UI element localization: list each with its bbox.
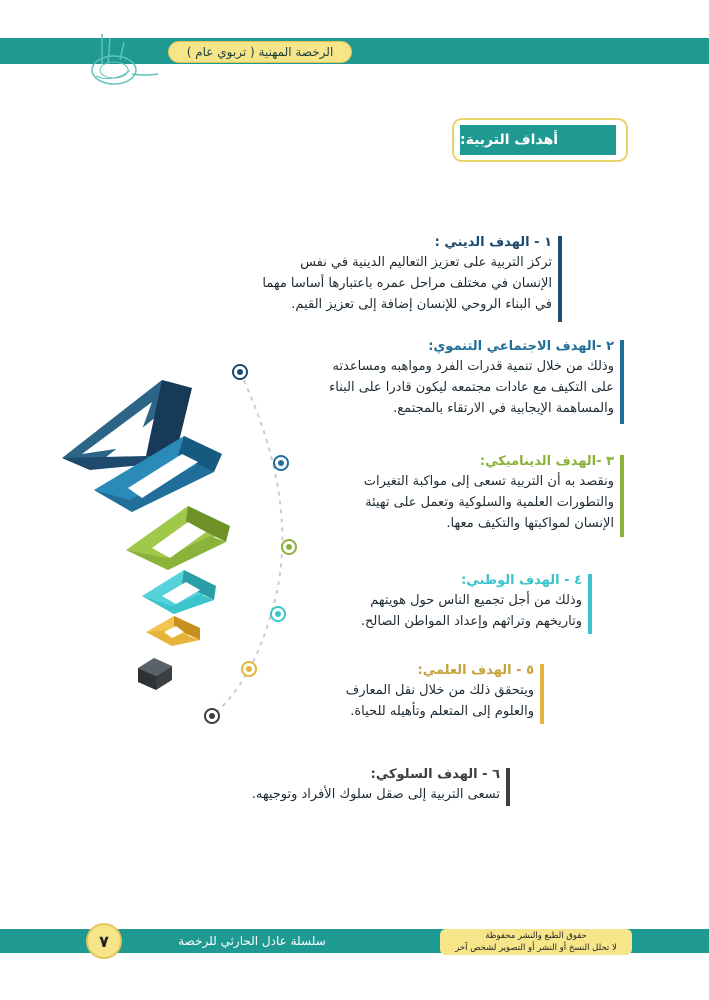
- section-line: والعلوم إلى المتعلم وتأهيله للحياة.: [350, 704, 534, 719]
- section-line: تسعى التربية إلى صقل سلوك الأفراد وتوجيهه.: [251, 787, 500, 802]
- timeline-dot-6: [205, 709, 219, 723]
- section-national-goal: [312, 572, 592, 632]
- section-title: ٤ - الهدف الوطني:: [461, 573, 582, 588]
- section-title: ١ - الهدف الديني :: [434, 235, 552, 250]
- section-line: والمساهمة الإيجابية في الارتقاء بالمجتمع.: [393, 401, 614, 416]
- section-line: تركز التربية على تعزيز التعاليم الدينية في نفس: [300, 255, 552, 270]
- timeline-dot-4: [271, 607, 285, 621]
- timeline-dot-3: [282, 540, 296, 554]
- section-line: وتاريخهم وتراثهم وإعداد المواطن الصالح.: [360, 614, 582, 629]
- diamond-cyan: [142, 570, 216, 614]
- signature-seal: [80, 30, 160, 92]
- section-accent-bar: [506, 768, 510, 806]
- copyright-line: لا تحلل النسخ أو النشر أو التصوير لشخص آخر: [455, 943, 617, 953]
- diamond-green: [126, 506, 230, 570]
- section-line: والتطورات العلمية والسلوكية وتعمل على تهيئة: [365, 495, 614, 510]
- section-title: ٦ - الهدف السلوكي:: [370, 767, 500, 782]
- course-label: الرخصة المهنية ( تربوي عام ): [168, 41, 352, 63]
- copyright-line: حقوق الطبع والنشر محفوظة: [485, 931, 587, 941]
- timeline-dot-5: [242, 662, 256, 676]
- section-title: ٢ -الهدف الاجتماعي التنموي:: [428, 339, 614, 354]
- page-heading: أهداف التربية:: [460, 125, 616, 155]
- section-line: الإنسان لمواكبتها والتكيف معها.: [446, 516, 614, 531]
- section-behavioral-goal: [210, 766, 510, 805]
- section-line: ويتحقق ذلك من خلال نقل المعارف: [345, 683, 534, 698]
- section-accent-bar: [558, 236, 562, 322]
- section-accent-bar: [588, 574, 592, 634]
- page-number: ٧: [86, 923, 122, 959]
- section-accent-bar: [620, 340, 624, 424]
- cube-dark: [138, 658, 172, 690]
- section-dynamic-goal: [292, 453, 624, 534]
- series-title: سلسلة عادل الحارثي للرخصة المهنية: [178, 934, 326, 966]
- section-line: وذلك من خلال تنمية قدرات الفرد ومواهبه ومساعدته: [332, 359, 614, 374]
- section-line: على التكيف مع عادات مجتمعه ليكون قادرا على البناء: [329, 380, 614, 395]
- section-accent-bar: [540, 664, 544, 724]
- section-title: ٣ -الهدف الديناميكي:: [479, 454, 614, 469]
- section-line: ونقصد به أن التربية تسعى إلى مواكبة التغيرات: [363, 474, 614, 489]
- section-line: في البناء الروحي للإنسان إضافة إلى تعزيز القيم.: [291, 297, 552, 312]
- section-line: وذلك من أجل تجميع الناس حول هويتهم: [370, 593, 582, 608]
- section-line: الإنسان في مختلف مراحل عمره باعتبارها أساسا مهما: [262, 276, 552, 291]
- section-religious-goal: [218, 234, 562, 315]
- section-accent-bar: [620, 455, 624, 537]
- timeline-dot-1: [233, 365, 247, 379]
- copyright-notice: [440, 929, 632, 955]
- section-social-goal: [256, 338, 624, 419]
- section-title: ٥ - الهدف العلمي:: [417, 663, 534, 678]
- section-scientific-goal: [282, 662, 544, 722]
- diamond-gold: [146, 616, 200, 646]
- timeline-dot-2: [274, 456, 288, 470]
